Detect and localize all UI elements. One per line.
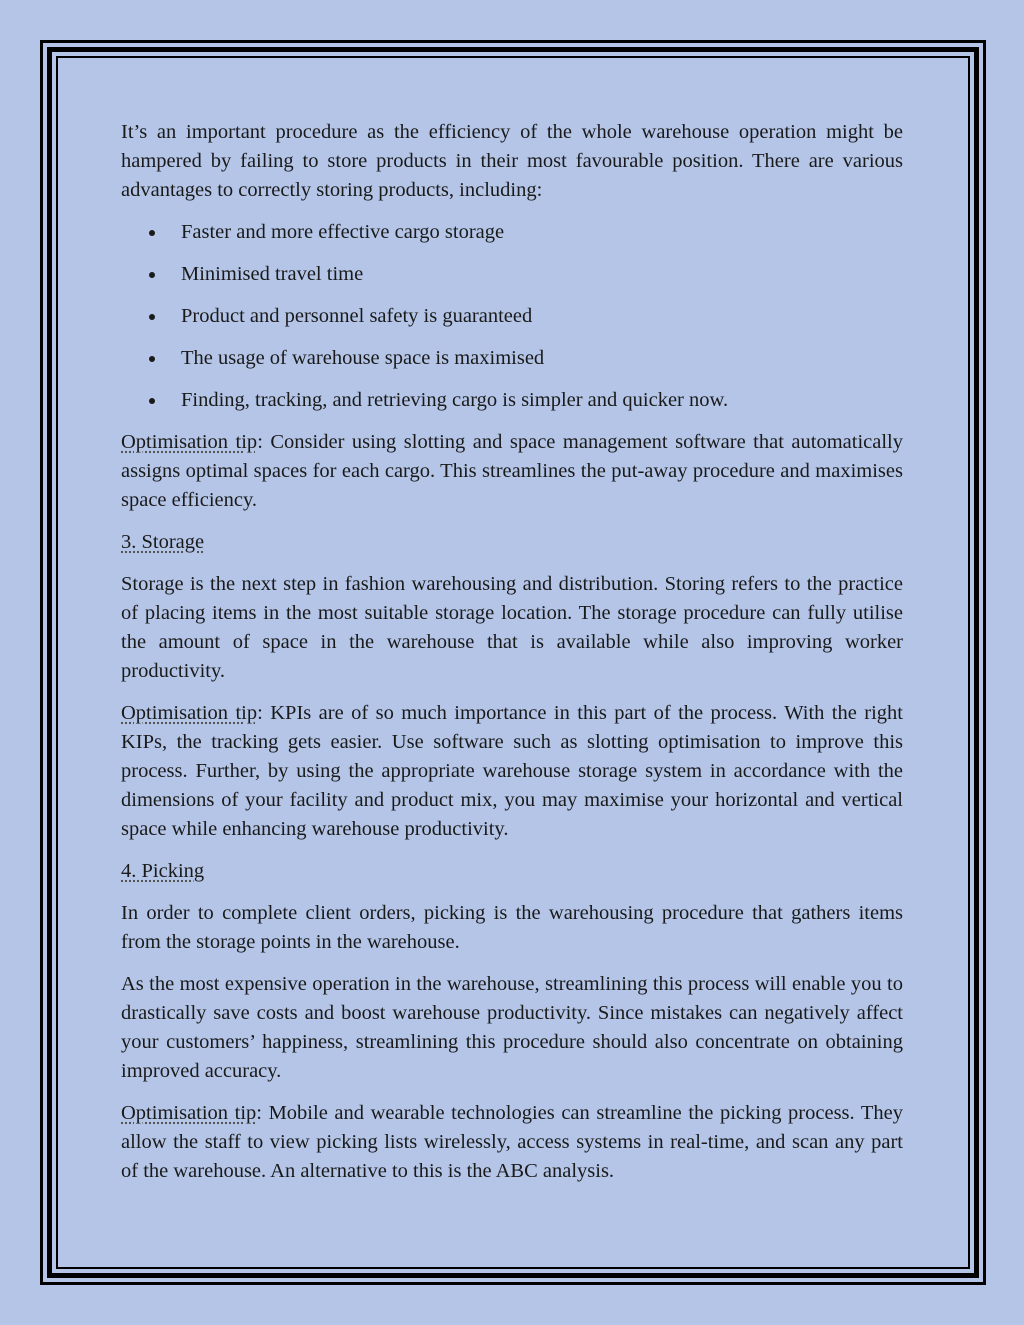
bullet-icon [149,398,155,404]
intro-paragraph: It’s an important procedure as the efficiency of the whole warehouse operation might be hampered by failing to store products in their most favourable position. There are various advantages to correctly storing products, including: [121,121,903,201]
picking-paragraph-1: In order to complete client orders, picking is the warehousing procedure that gathers items from the storage points in the warehouse. [121,902,903,953]
tip-text: : Consider using slotting and space management software that automatically assigns optimal spaces for each cargo. This streamlines the put-away procedure and maximises space efficiency. [121,431,903,511]
optimisation-tip-2 [121,699,903,844]
document-body [121,118,903,1199]
list-item-text: Minimised travel time [181,263,364,285]
list-item-text: Faster and more effective cargo storage [181,221,505,243]
tip-label: Optimisation tip [121,1102,257,1124]
tip-label: Optimisation tip [121,431,258,453]
optimisation-tip-3 [121,1099,903,1186]
list-item-text: The usage of warehouse space is maximised [181,347,545,369]
tip-text: : KPIs are of so much importance in this part of the process. With the right KIPs, the tracking gets easier. Use software such as slotting optimisation to improve this process. Further, by using the appropriate warehouse storage system in accordance with the dimensions of your facility and product mix, you may maximise your horizontal and vertical space while enhancing warehouse productivity. [121,702,903,840]
list-item [121,344,903,373]
bullet-icon [149,356,155,362]
optimisation-tip-1 [121,428,903,515]
advantages-list [121,218,903,415]
list-item-text: Finding, tracking, and retrieving cargo is simpler and quicker now. [181,389,729,411]
list-item [121,260,903,289]
section-heading-storage [121,528,903,557]
list-item [121,218,903,247]
picking-paragraph-2: As the most expensive operation in the warehouse, streamlining this process will enable you to drastically save costs and boost warehouse productivity. Since mistakes can negatively affect your customers’ happiness, streamlining this procedure should also concentrate on obtaining improved accuracy. [121,973,903,1082]
tip-text: : Mobile and wearable technologies can streamline the picking process. They allow the staff to view picking lists wirelessly, access systems in real-time, and scan any part of the warehouse. An alternative to this is the ABC analysis. [121,1102,903,1182]
bullet-icon [149,230,155,236]
bullet-icon [149,314,155,320]
list-item [121,386,903,415]
bullet-icon [149,272,155,278]
list-item-text: Product and personnel safety is guaranteed [181,305,533,327]
storage-paragraph: Storage is the next step in fashion warehousing and distribution. Storing refers to the practice of placing items in the most suitable storage location. The storage procedure can fully utilise the amount of space in the warehouse that is available while also improving worker productivity. [121,573,903,682]
heading-text: 4. Picking [121,860,205,882]
heading-text: 3. Storage [121,531,205,553]
section-heading-picking [121,857,903,886]
list-item [121,302,903,331]
tip-label: Optimisation tip [121,702,258,724]
